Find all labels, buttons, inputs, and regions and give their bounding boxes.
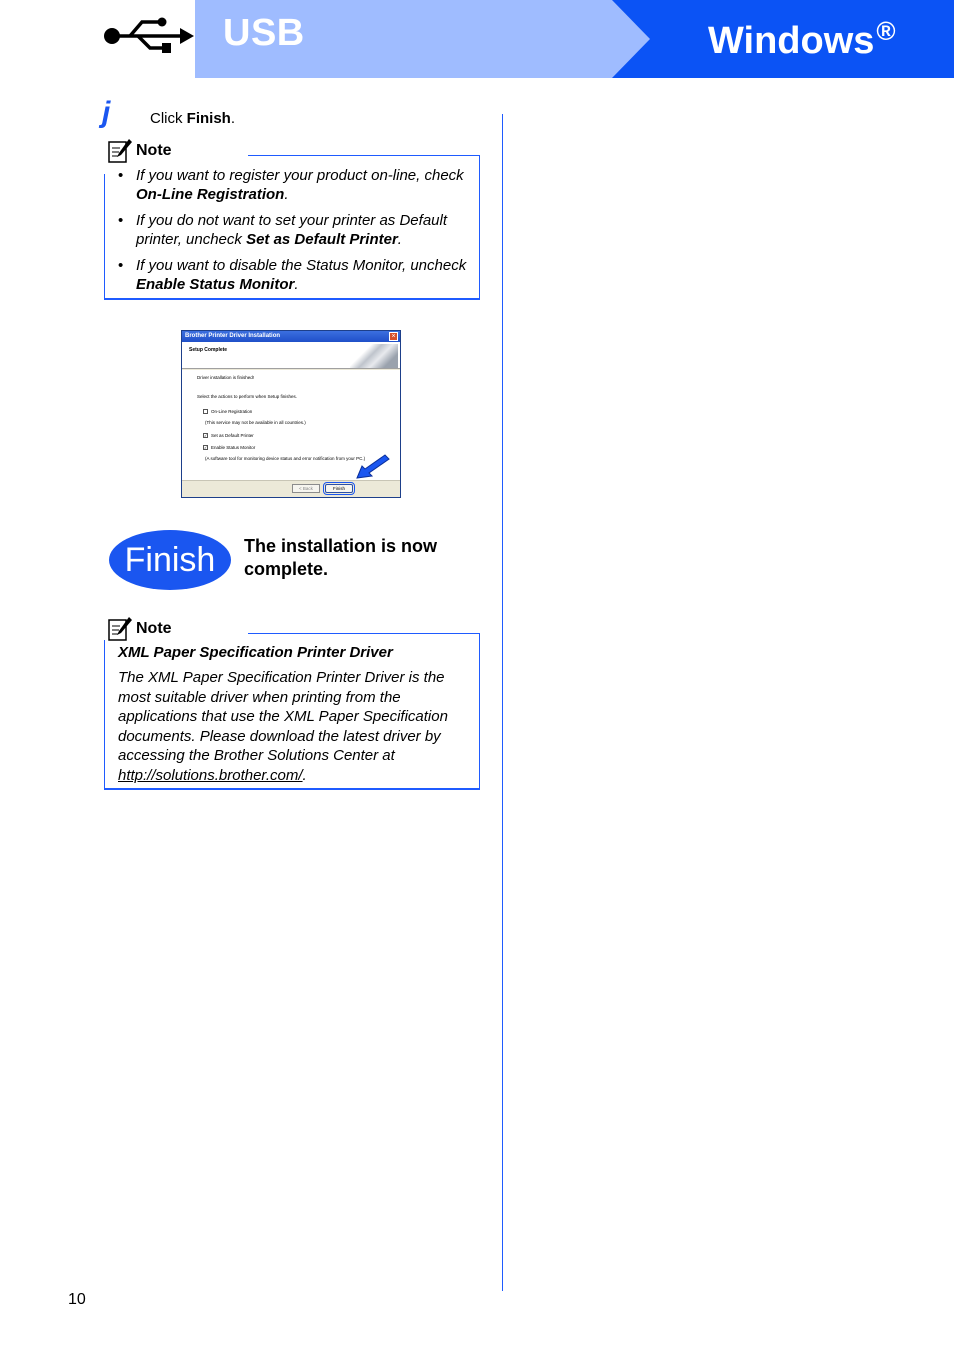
note-1-item-text: If you want to register your product on-line, check [136,167,464,184]
registered-mark: ® [876,16,896,46]
dialog-title-bar: Brother Printer Driver Installation [182,331,400,342]
note-1-list [118,166,468,301]
status-monitor-note: (A software tool for monitoring device status and error notification from your PC.) [205,456,366,461]
dialog-close-icon[interactable]: × [389,332,398,341]
dialog-footer [182,480,400,497]
note-1-item [118,256,468,294]
finish-message: The installation is now complete. [244,536,438,579]
step-suffix: . [230,110,236,127]
solutions-center-link[interactable]: http://solutions.brother.com/ [118,766,303,784]
note-2-post: . [302,766,307,784]
default-printer-label: Set as Default Printer [211,433,254,438]
note-2-text: The XML Paper Specification Printer Driver is the most suitable driver when printing from the applications that use the XML Paper Specification documents. Please download the latest driver by accessing the Brother Solutions Center at [118,669,448,764]
online-registration-checkbox[interactable] [203,409,208,414]
dialog-finished-text: Driver installation is finished! [197,375,255,380]
note-1-item [118,166,468,204]
dialog-select-text: Select the actions to perform when Setup finishes. [197,394,298,399]
online-registration-note: (This service may not be available in all countries.) [205,420,306,425]
back-button[interactable]: < Back [292,484,320,493]
default-printer-checkbox[interactable]: ✓ [204,433,208,438]
step-instruction [150,110,235,127]
note-pencil-icon [107,138,133,164]
note-1-item-bold: Set as Default Printer [246,231,398,248]
dialog-banner [182,342,400,369]
step-bold: Finish [186,110,231,127]
pointer-arrow-icon [356,454,390,480]
status-monitor-checkbox[interactable]: ✓ [204,445,208,450]
dialog-heading: Setup Complete [189,347,228,353]
note-1-item-post: . [397,231,402,248]
note-1-item-bold: On-Line Registration [136,186,285,203]
note-1-item-text: If you want to disable the Status Monitor, uncheck [136,257,467,274]
windows-label: Windows [708,20,875,62]
finish-button[interactable]: Finish [325,484,353,493]
windows-header-title [708,16,896,63]
note-2-body [118,668,470,785]
note-label-2: Note [136,620,172,637]
note-1-item [118,211,468,249]
dialog-banner-graphic [350,344,398,368]
usb-icon [100,14,196,58]
note-topline-1 [248,155,480,156]
note-1-item-bold: Enable Status Monitor [136,276,295,293]
column-divider [502,114,503,1291]
status-monitor-label: Enable Status Monitor [211,445,256,450]
note-label-1: Note [136,142,172,159]
note-pencil-icon [107,616,133,642]
note-1-item-text: If you do not want to set your printer as Default printer, uncheck [136,212,448,248]
online-registration-label: On-Line Registration [211,409,253,414]
step-letter: j [102,96,111,129]
note-topline-2 [248,633,480,634]
note-2-title: XML Paper Specification Printer Driver [118,644,393,661]
finish-badge: Finish [109,530,231,590]
step-prefix: Click [150,110,187,127]
note-1-item-post: . [294,276,299,293]
note-1-item-post: . [284,186,289,203]
usb-header-title: USB [223,12,305,54]
page-number: 10 [68,1291,86,1308]
